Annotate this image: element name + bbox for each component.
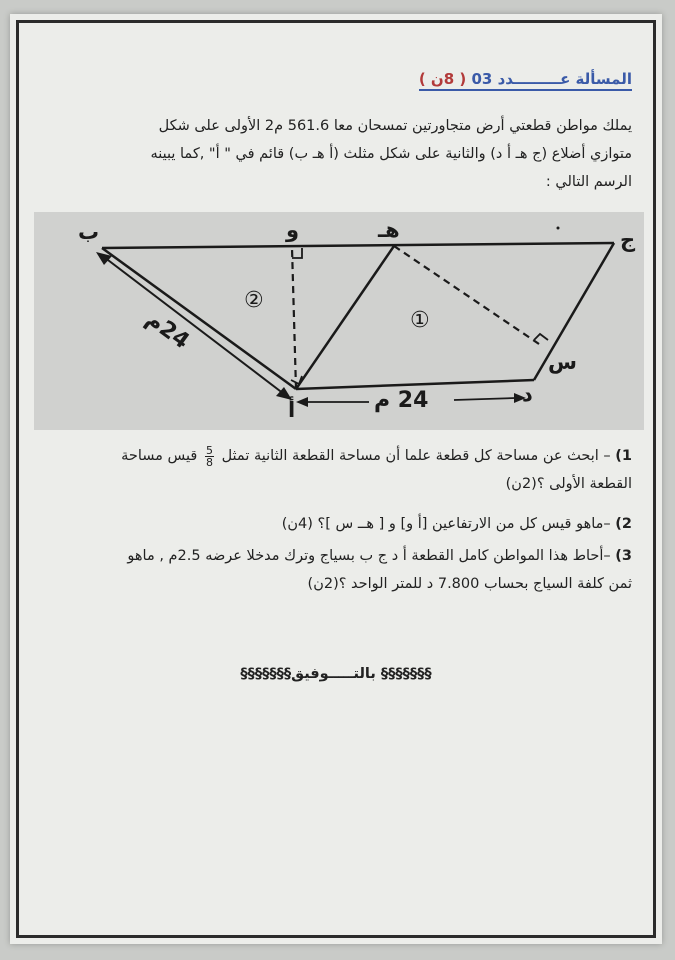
figure-drawing (34, 212, 644, 430)
problem-points: ( 8ن ) (418, 70, 467, 88)
mark-dot (557, 227, 560, 230)
question-3-number: 3) (615, 548, 632, 564)
right-angle-a (291, 376, 302, 384)
side-ab (102, 248, 296, 389)
question-1-line-2: القطعة الأولى ؟(2ن) (505, 476, 632, 492)
vertex-s-label: س (548, 350, 577, 374)
problem-statement (42, 112, 632, 196)
right-angle-w (292, 248, 302, 258)
dimension-ad-right (454, 398, 516, 400)
worksheet-page (10, 14, 662, 944)
question-2-number: 2) (615, 516, 632, 532)
fraction-numerator: 5 (205, 443, 213, 457)
side-ah (296, 246, 394, 389)
vertex-a-label: أ (288, 398, 296, 422)
vertex-w-label: و (286, 218, 300, 242)
right-angle-s (534, 334, 548, 340)
question-1-text-a: – ابحث عن مساحة كل قطعة علما أن مساحة القطعة الثانية تمثل (221, 448, 611, 464)
side-bj (102, 243, 614, 248)
geometry-figure (34, 212, 644, 430)
fraction-five-eighths (205, 445, 214, 468)
length-ad-label: 24 م (374, 388, 429, 413)
vertex-d-label: د (522, 382, 533, 406)
question-3-text: –أحاط هذا المواطن كامل القطعة أ د ج ب بسياج وترك مدخلا عرضه 2.5م , ماهو (127, 548, 611, 564)
question-3-line-1 (32, 542, 632, 570)
statement-line-1: يملك مواطن قطعتي أرض متجاورتين تمسحان معا 561.6 م2 الأولى على شكل (158, 118, 632, 134)
problem-title (419, 70, 632, 91)
question-1-number: 1) (615, 448, 632, 464)
vertex-h-label: هـ (378, 218, 400, 242)
vertex-j-label: ج (620, 228, 636, 252)
arrowhead-ad-left (296, 397, 308, 407)
question-2 (32, 510, 632, 538)
length-ab-label: 24م (141, 306, 194, 355)
question-1-text-b: قيس مساحة (121, 448, 198, 464)
region-2-label: ② (244, 288, 264, 313)
vertex-b-label: ب (78, 220, 100, 244)
question-1-line-1 (32, 442, 632, 470)
fraction-denominator: 8 (205, 455, 213, 469)
statement-line-2: متوازي أضلاع (ج هـ أ د) والثانية على شكل مثلث (أ هـ ب) قائم في " أ" ,كما يبينه (150, 146, 632, 162)
region-1-label: ① (410, 308, 430, 333)
dimension-ab (104, 257, 284, 394)
height-aw (292, 248, 296, 389)
statement-line-3: الرسم التالي : (545, 174, 632, 190)
closing-wish: §§§§§§§ بالتـــــوفيق§§§§§§§ (240, 666, 432, 682)
question-3-line-2: ثمن كلفة السياج بحساب 7.800 د للمتر الواحد ؟(2ن) (307, 576, 632, 592)
question-2-text: –ماهو قيس كل من الارتفاعين [أ و] و [ هــ س ]؟ (4ن) (281, 516, 611, 532)
problem-title-text: المسألة عـــــــــدد 03 (471, 70, 632, 88)
question-1 (32, 442, 632, 498)
question-3 (32, 542, 632, 598)
